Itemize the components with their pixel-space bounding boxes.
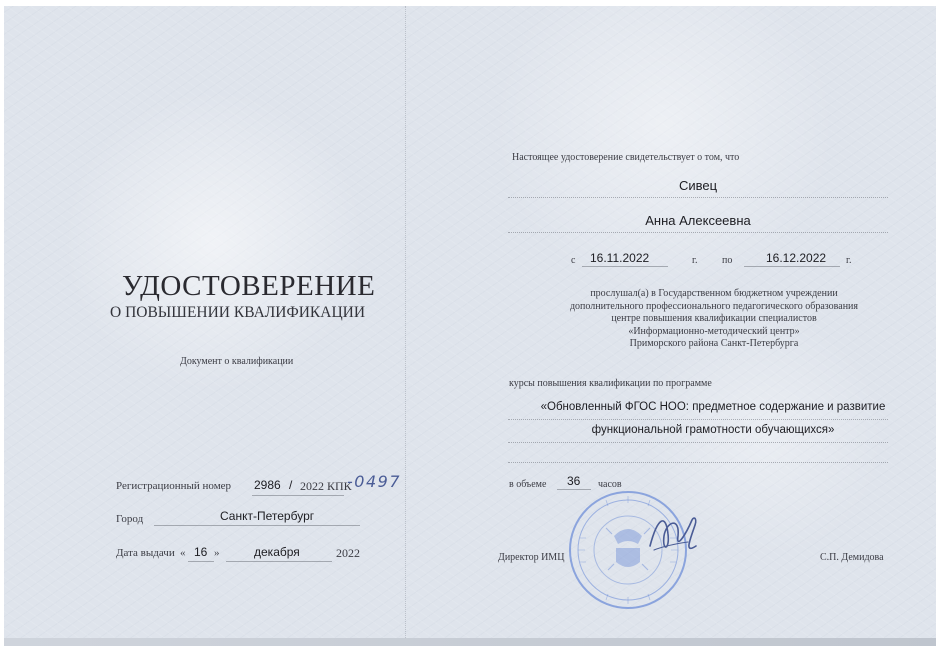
institution-line: «Информационно-методический центр»: [628, 325, 800, 337]
surname: Сивец: [678, 178, 718, 193]
registration-suffix: 2022 КПК: [300, 479, 352, 493]
issue-date-label: Дата выдачи: [116, 547, 175, 559]
institution-line: центре повышения квалификации специалистов: [611, 313, 817, 324]
day-underline: [188, 561, 214, 562]
given-names: Анна Алексеевна: [645, 213, 751, 228]
program-line-3-rule: [508, 462, 888, 463]
volume-label: в объеме: [509, 479, 547, 490]
city-label: Город: [116, 513, 144, 525]
issue-day: 16: [194, 545, 208, 559]
document-type: Документ о квалификации: [180, 356, 294, 367]
program-line-2-rule: [508, 442, 888, 443]
institution-line: дополнительного профессионального педагогического образования: [569, 300, 859, 312]
registration-separator: /: [289, 478, 293, 492]
director-signature: [644, 506, 704, 564]
registration-number: 2986: [254, 478, 281, 492]
registration-handwritten: -0497: [347, 472, 401, 491]
director-name: С.П. Демидова: [820, 552, 884, 563]
to-label: по: [722, 255, 733, 266]
year-abbr-1: г.: [692, 255, 698, 266]
fold-divider: [405, 6, 407, 646]
given-names-line: [508, 232, 888, 233]
program-line-1-rule: [508, 419, 888, 420]
institution-block: [524, 288, 904, 351]
from-label: с: [571, 255, 576, 266]
certificate-subtitle: О ПОВЫШЕНИИ КВАЛИФИКАЦИИ: [110, 304, 366, 321]
certificate-sheet: [4, 6, 936, 646]
hours-label: часов: [598, 479, 622, 490]
registration-label: Регистрационный номер: [116, 480, 232, 492]
quote-close: »: [214, 547, 220, 559]
issue-year: 2022: [336, 546, 360, 560]
registration-underline: [252, 495, 344, 496]
year-abbr-2: г.: [846, 255, 852, 266]
issue-month: декабря: [254, 545, 300, 559]
volume-value: 36: [567, 474, 581, 488]
month-underline: [226, 561, 332, 562]
city-value: Санкт-Петербург: [220, 509, 315, 523]
date-to-underline: [744, 266, 840, 267]
date-from: 16.11.2022: [590, 251, 650, 265]
quote-open: «: [180, 547, 186, 559]
program-line-1: «Обновленный ФГОС НОО: предметное содержание и развитие: [540, 401, 886, 413]
institution-line: Приморского района Санкт-Петербурга: [629, 338, 799, 349]
institution-line: прослушал(а) в Государственном бюджетном учреждении: [590, 288, 838, 299]
program-line-2: функциональной грамотности обучающихся»: [591, 424, 835, 436]
date-to: 16.12.2022: [766, 251, 827, 265]
surname-line: [508, 197, 888, 198]
certificate-title: УДОСТОВЕРЕНИЕ: [122, 270, 376, 302]
program-label: курсы повышения квалификации по программе: [509, 378, 712, 389]
date-from-underline: [582, 266, 668, 267]
intro-text: Настоящее удостоверение свидетельствует о том, что: [512, 152, 740, 163]
city-underline: [154, 525, 360, 526]
director-label: Директор ИМЦ: [498, 552, 565, 563]
